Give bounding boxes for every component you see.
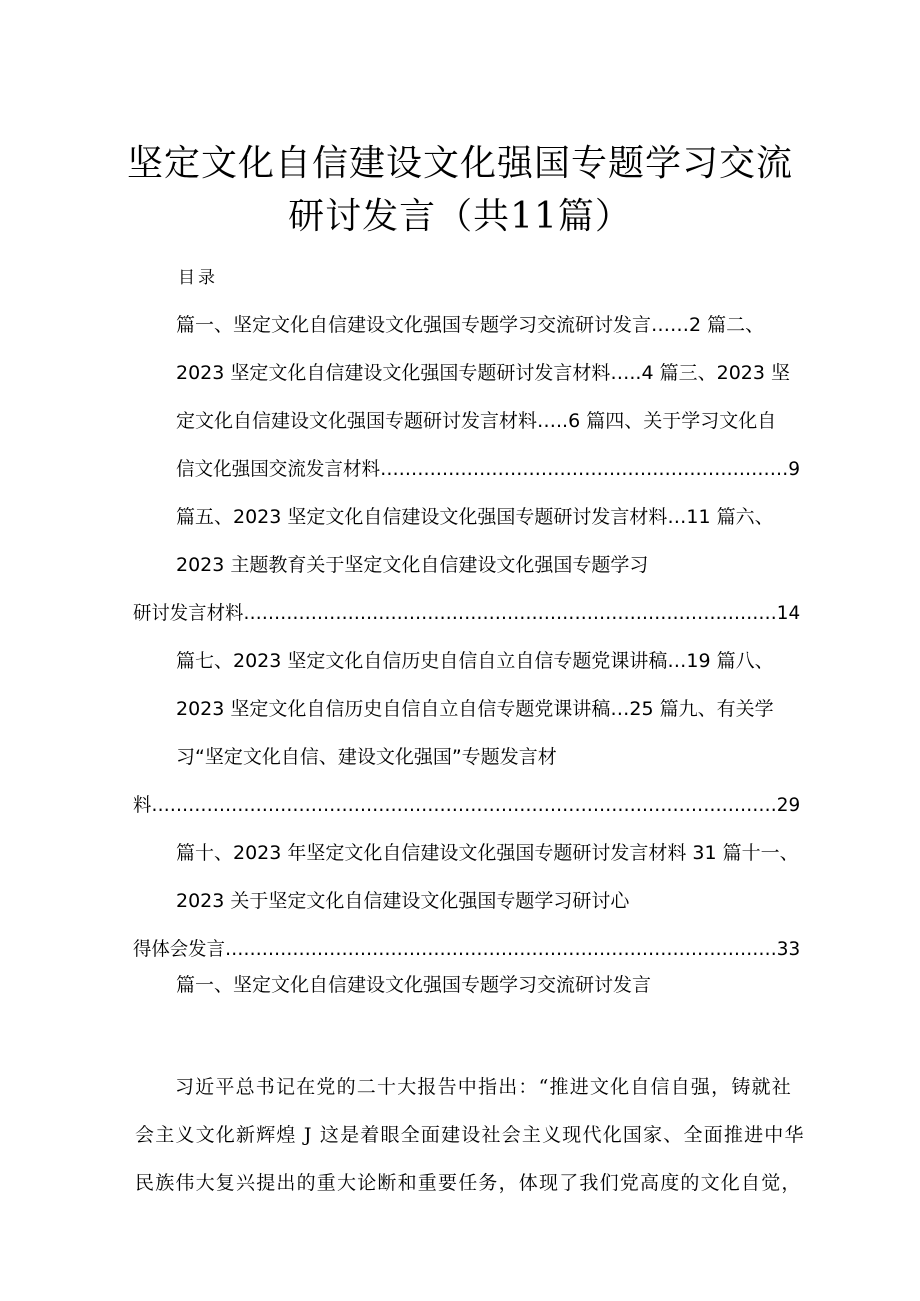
toc-line: 定文化自信建设文化强国专题研讨发言材料…..6 篇四、关于学习文化自 xyxy=(176,410,777,432)
toc-line: 2023 坚定文化自信建设文化强国专题研讨发言材料…..4 篇三、2023 坚 xyxy=(176,362,790,384)
toc-line: 习“坚定文化自信、建设文化强国”专题发言材 xyxy=(176,746,557,768)
toc-line: 料…………………………………………………………………………………………29 xyxy=(133,794,801,816)
toc-line: 2023 坚定文化自信历史自信自立自信专题党课讲稿…25 篇九、有关学 xyxy=(176,698,774,720)
section-heading: 篇一、坚定文化自信建设文化强国专题学习交流研讨发言 xyxy=(176,974,652,996)
toc-label: 目录 xyxy=(178,268,218,288)
toc-line: 2023 主题教育关于坚定文化自信建设文化强国专题学习 xyxy=(176,554,649,576)
body-paragraph-line: 民族伟大复兴提出的重大论断和重要任务，体现了我们党高度的文化自觉， xyxy=(135,1172,802,1194)
toc-line: 篇一、坚定文化自信建设文化强国专题学习交流研讨发言……2 篇二、 xyxy=(176,314,765,336)
toc-line: 篇十、2023 年坚定文化自信建设文化强国专题研讨发言材料 31 篇十一、 xyxy=(176,842,799,864)
document-title-line-1: 坚定文化自信建设文化强国专题学习交流 xyxy=(126,143,793,184)
document-title-line-2: 研讨发言（共11篇） xyxy=(288,196,632,237)
toc-line: 篇七、2023 坚定文化自信历史自信自立自信专题党课讲稿…19 篇八、 xyxy=(176,650,774,672)
body-paragraph-line: 习近平总书记在党的二十大报告中指出：“推进文化自信自强，铸就社 xyxy=(175,1076,792,1098)
toc-line: 研讨发言材料……………………………………………………………………………14 xyxy=(133,602,801,624)
toc-line: 2023 关于坚定文化自信建设文化强国专题学习研讨心 xyxy=(176,890,630,912)
toc-line: 信文化强国交流发言材料…………………………………………………………9 xyxy=(176,458,801,480)
body-paragraph-line: 会主义文化新辉煌 J 这是着眼全面建设社会主义现代化国家、全面推进中华 xyxy=(135,1124,805,1146)
toc-line: 得体会发言………………………………………………………………………………33 xyxy=(133,938,801,960)
toc-line: 篇五、2023 坚定文化自信建设文化强国专题研讨发言材料…11 篇六、 xyxy=(176,506,774,528)
